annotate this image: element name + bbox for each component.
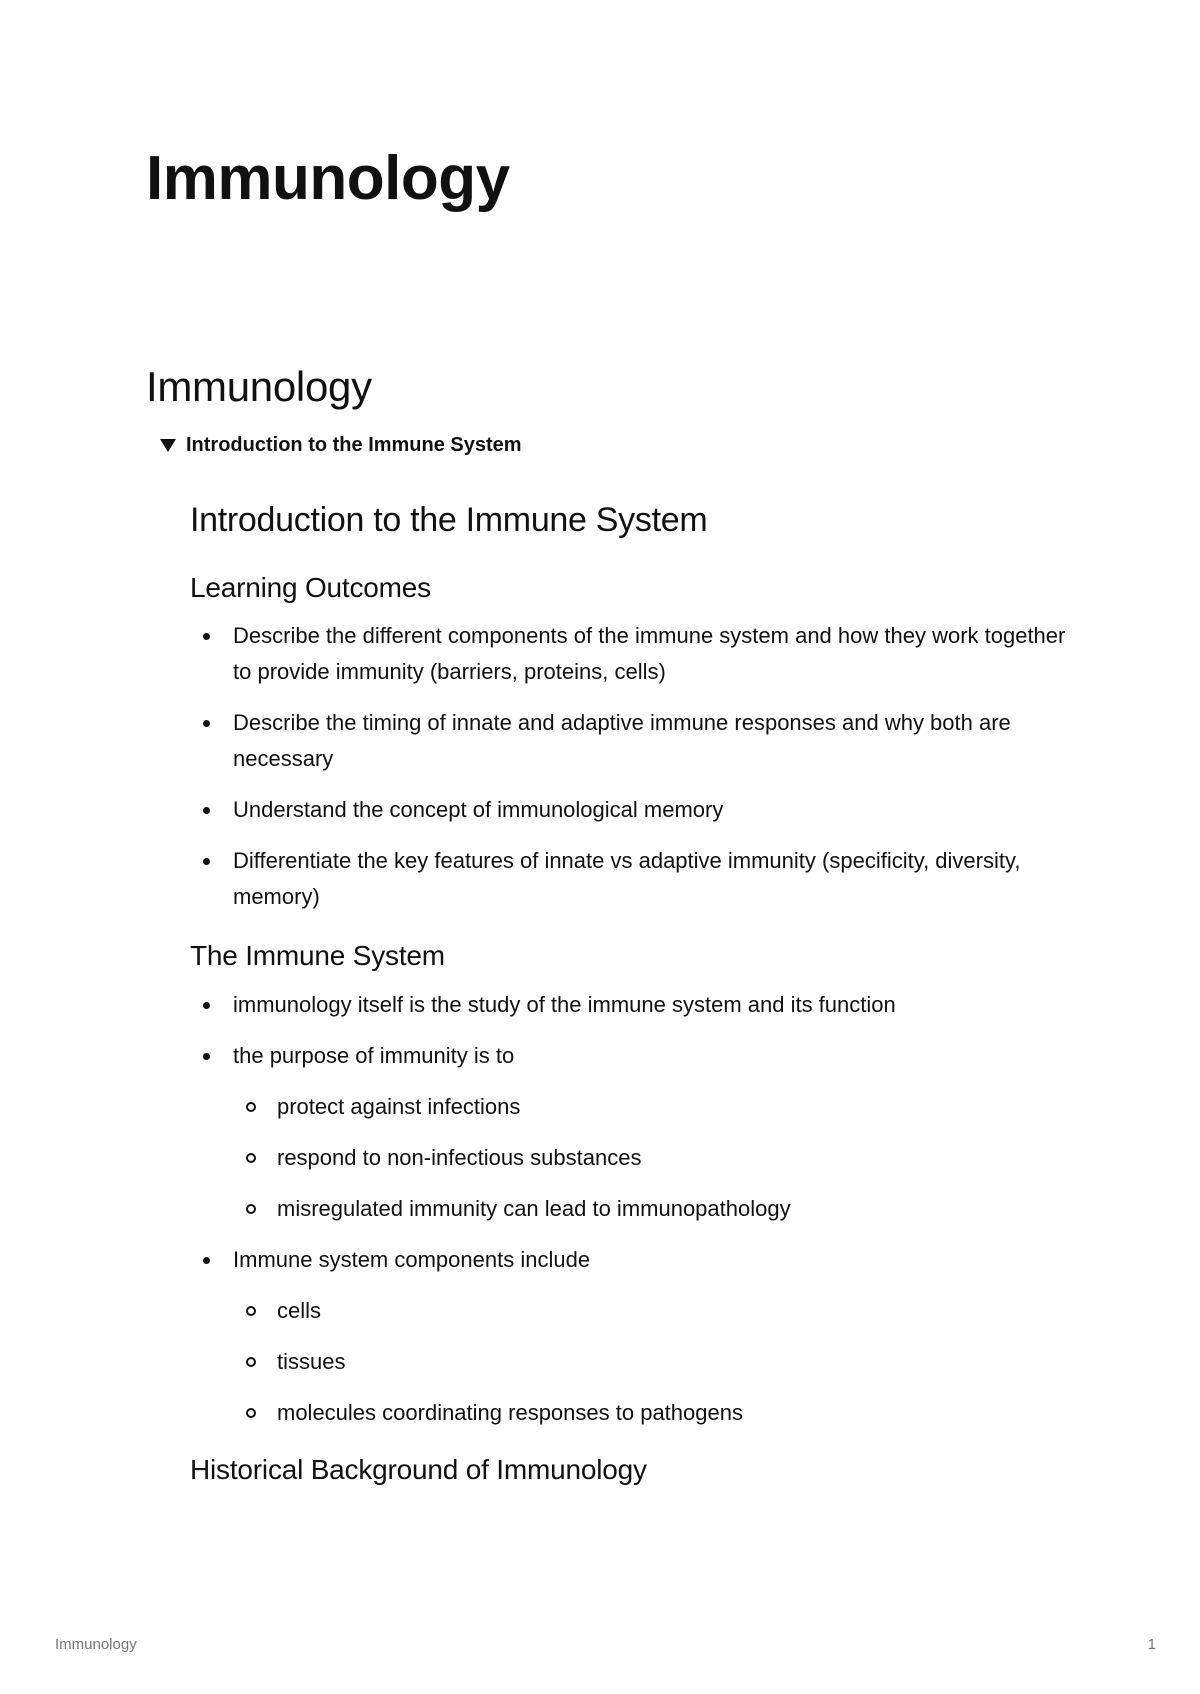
- sub-list-item: [233, 1089, 1070, 1125]
- immune-system-list: [190, 987, 1070, 1431]
- list-item-text: Understand the concept of immunological memory: [233, 797, 724, 823]
- sub-list-item-text: cells: [277, 1297, 322, 1323]
- list-item: [190, 1038, 1070, 1227]
- sub-list-item: [233, 1293, 1070, 1329]
- hollow-bullet-icon: [246, 1204, 256, 1214]
- hollow-bullet-icon: [246, 1153, 256, 1163]
- bullet-icon: [203, 1002, 210, 1009]
- immune-system-heading: The Immune System: [190, 940, 445, 972]
- sub-list-item: [233, 1140, 1070, 1176]
- footer-page-number: 1: [1147, 1636, 1156, 1653]
- historical-background-heading: Historical Background of Immunology: [190, 1453, 647, 1485]
- sub-list-item: [233, 1395, 1070, 1431]
- toggle-introduction[interactable]: [160, 434, 522, 457]
- learning-outcomes-list: [190, 618, 1070, 915]
- sub-list-item: [233, 1191, 1070, 1227]
- bullet-icon: [203, 1053, 210, 1060]
- sub-list: [233, 1089, 1070, 1227]
- sub-list-item-text: misregulated immunity can lead to immunopathology: [277, 1195, 791, 1221]
- list-item: [190, 792, 1070, 828]
- footer-doc-name: Immunology: [55, 1636, 137, 1653]
- list-item-text: immunology itself is the study of the immune system and its function: [233, 991, 896, 1017]
- list-item: [190, 1242, 1070, 1431]
- list-item-text: Immune system components include: [233, 1246, 591, 1272]
- hollow-bullet-icon: [246, 1306, 256, 1316]
- sub-list-item-text: molecules coordinating responses to pathogens: [277, 1399, 743, 1425]
- list-item-text: Differentiate the key features of innate vs adaptive immunity (specificity, diversity, memory): [233, 848, 1021, 910]
- list-item-text: the purpose of immunity is to: [233, 1042, 515, 1068]
- sub-list-item-text: tissues: [277, 1348, 346, 1374]
- bullet-icon: [203, 807, 210, 814]
- bullet-icon: [203, 633, 210, 640]
- list-item-text: Describe the different components of the immune system and how they work together to provide immunity (barriers, proteins, cells): [233, 623, 1066, 685]
- list-item-text: Describe the timing of innate and adaptive immune responses and why both are necessary: [233, 710, 1011, 772]
- list-item: [190, 843, 1070, 915]
- main-heading: Immunology: [146, 363, 372, 410]
- hollow-bullet-icon: [246, 1357, 256, 1367]
- sub-list: [233, 1293, 1070, 1431]
- triangle-down-icon[interactable]: [160, 439, 176, 452]
- sub-list-item: [233, 1344, 1070, 1380]
- section-title: Introduction to the Immune System: [190, 501, 708, 539]
- list-item: [190, 618, 1070, 690]
- sub-list-item-text: respond to non-infectious substances: [277, 1144, 642, 1170]
- list-item: [190, 987, 1070, 1023]
- bullet-icon: [203, 1257, 210, 1264]
- page-title: Immunology: [146, 144, 510, 213]
- learning-outcomes-heading: Learning Outcomes: [190, 571, 431, 603]
- toggle-content: [190, 500, 1070, 1487]
- bullet-icon: [203, 720, 210, 727]
- toggle-label: Introduction to the Immune System: [186, 434, 522, 456]
- sub-list-item-text: protect against infections: [277, 1093, 521, 1119]
- list-item: [190, 705, 1070, 777]
- bullet-icon: [203, 858, 210, 865]
- hollow-bullet-icon: [246, 1102, 256, 1112]
- hollow-bullet-icon: [246, 1408, 256, 1418]
